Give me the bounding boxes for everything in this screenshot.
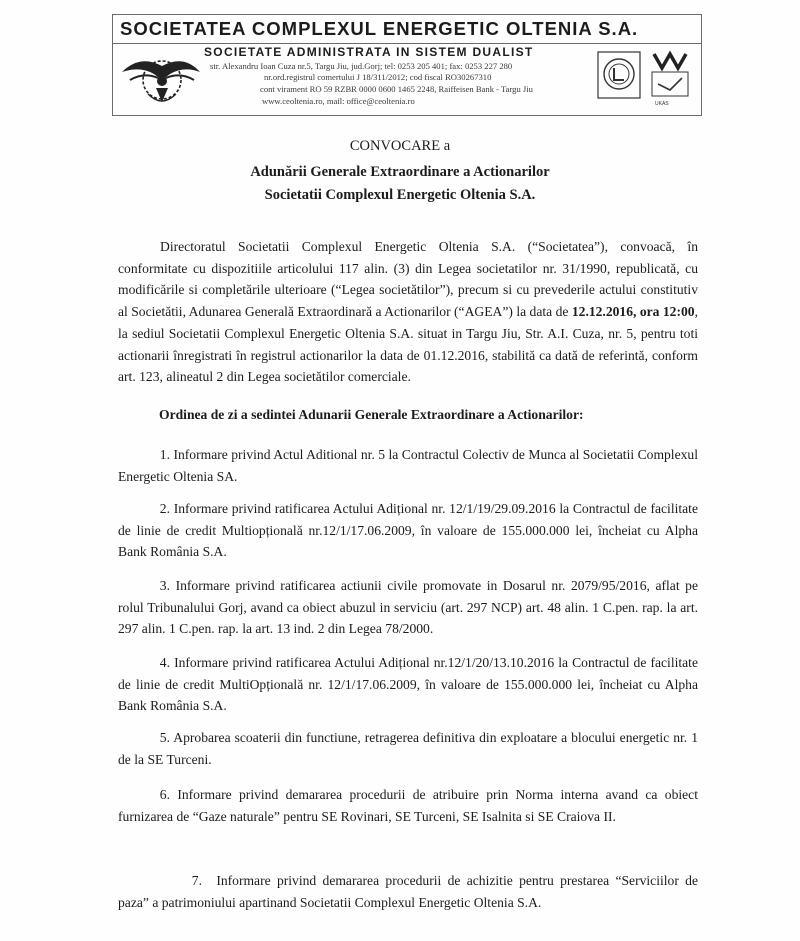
agenda-item — [118, 727, 698, 770]
agenda-item-number: 4. — [159, 655, 170, 670]
agenda-item-number: 5. — [159, 730, 170, 745]
document-title: CONVOCARE a — [349, 138, 451, 154]
meeting-time: 12:00 — [662, 304, 695, 320]
agenda-item-number: 7. — [191, 873, 202, 888]
agenda-item-text: Informare privind ratificarea Actului Adițional nr. 12/1/19/29.09.2016 la Contractul de facilitate de linie de credit Multiopțională nr.12/1/17.06.2009, în valoare de 155.000.000 lei, încheiat cu Alpha Bank România S.A. — [118, 501, 698, 560]
meeting-date: 12.12.2016 — [571, 304, 634, 320]
intro-text-between: , ora — [633, 304, 663, 320]
ukas-label: UKAS — [655, 101, 669, 107]
agenda-item-number: 1. — [159, 447, 170, 462]
address-line-bank: cont virament RO 59 RZBR 0000 0600 1465 2248, Raiffeisen Bank - Targu Jiu — [260, 84, 533, 94]
tuv-certification-icon — [598, 52, 640, 98]
intro-paragraph — [118, 236, 698, 388]
agenda-item — [118, 870, 698, 913]
agenda-item — [118, 652, 698, 717]
agenda-item-number: 2. — [159, 501, 170, 516]
agenda-item-number: 6. — [159, 787, 170, 802]
agenda-item — [118, 444, 698, 487]
intro-text-part1: Directoratul Societatii Complexul Energetic Oltenia S.A. (“Societatea”), convoacă, în conformitate cu dispozitiile articolului 117 alin. (3) din Legea societatilor nr. 31/1990, republicată, cu modificările si completările ulterioare (“Legea societătilor”), precum si cu prevederile actului constitutiv al Societătii, Adunarea Generală Extraordinară a Actionarilor (“AGEA”) la data de — [118, 239, 698, 320]
agenda-item-text: Aprobarea scoaterii din functiune, retragerea definitiva din exploatare a blocului energetic nr. 1 de la SE Turceni. — [118, 730, 698, 767]
address-line-registry: nr.ord.registrul comertului J 18/311/2012; cod fiscal RO30267310 — [264, 72, 492, 82]
document-subtitle-company: Societatii Complexul Energetic Oltenia S.A. — [264, 187, 536, 203]
agenda-item-text: Informare privind ratificarea Actului Adițional nr.12/1/20/13.10.2016 la Contractul de facilitate de linie de credit MultiOpțională nr. 12/1/17.06.2009, în valoare de 155.000.000 lei, încheiat cu Alpha Bank România S.A. — [118, 655, 698, 714]
agenda-item — [118, 498, 698, 563]
agenda-item-text: Informare privind ratificarea actiunii civile promovate in Dosarul nr. 2079/95/2016, aflat pe rolul Tribunalului Gorj, avand ca obiect abuzul in serviciu (art. 297 NCP) art. 48 alin. 1 C.pen. rap. la art. 297 alin. 1 C.pen. rap. la art. 13 ind. 2 din Legea 78/2000. — [118, 578, 698, 637]
certification-logos — [596, 50, 696, 110]
ukas-accreditation-icon — [652, 54, 688, 96]
agenda-heading: Ordinea de zi a sedintei Adunarii Generale Extraordinare a Actionarilor: — [159, 407, 584, 422]
address-line-web: www.ceoltenia.ro, mail: office@ceoltenia.ro — [262, 96, 415, 106]
document-subtitle-assembly: Adunării Generale Extraordinare a Actionarilor — [250, 164, 550, 180]
address-line-street: str. Alexandru Ioan Cuza nr.5, Targu Jiu, jud.Gorj; tel: 0253 205 401; fax: 0253 227 280 — [210, 61, 513, 71]
letterhead — [112, 14, 702, 116]
company-subtitle: SOCIETATE ADMINISTRATA IN SISTEM DUALIST — [204, 45, 534, 59]
agenda-item-text: Informare privind demararea procedurii de atribuire prin Norma interna avand ca obiect furnizarea de “Gaze naturale” pentru SE Rovinari, SE Turceni, SE Isalnita si SE Craiova II. — [118, 787, 698, 824]
agenda-item — [118, 784, 698, 827]
agenda-item — [118, 575, 698, 640]
intro-text-part2: , la sediul Societatii Complexul Energetic Oltenia S.A. situat in Targu Jiu, Str. A.I. Cuza, nr. 5, pentru toti actionarii înregistrati în registrul actionarilor la data de 01.12.2016, stabilită ca dată de referintă, conform art. 123, alineatul 2 din Legea societătilor comerciale. — [118, 304, 698, 385]
company-name: SOCIETATEA COMPLEXUL ENERGETIC OLTENIA S.A. — [120, 18, 639, 39]
agenda-item-text: Informare privind demararea procedurii de achizitie pentru prestarea “Serviciilor de paza” a patrimoniului apartinand Societatii Complexul Energetic Oltenia S.A. — [118, 873, 698, 910]
eagle-emblem-icon — [120, 50, 202, 108]
letterhead-divider — [112, 43, 702, 44]
agenda-item-text: Informare privind Actul Aditional nr. 5 la Contractul Colectiv de Munca al Societatii Complexul Energetic Oltenia SA. — [118, 447, 698, 484]
agenda-item-number: 3. — [159, 578, 170, 593]
